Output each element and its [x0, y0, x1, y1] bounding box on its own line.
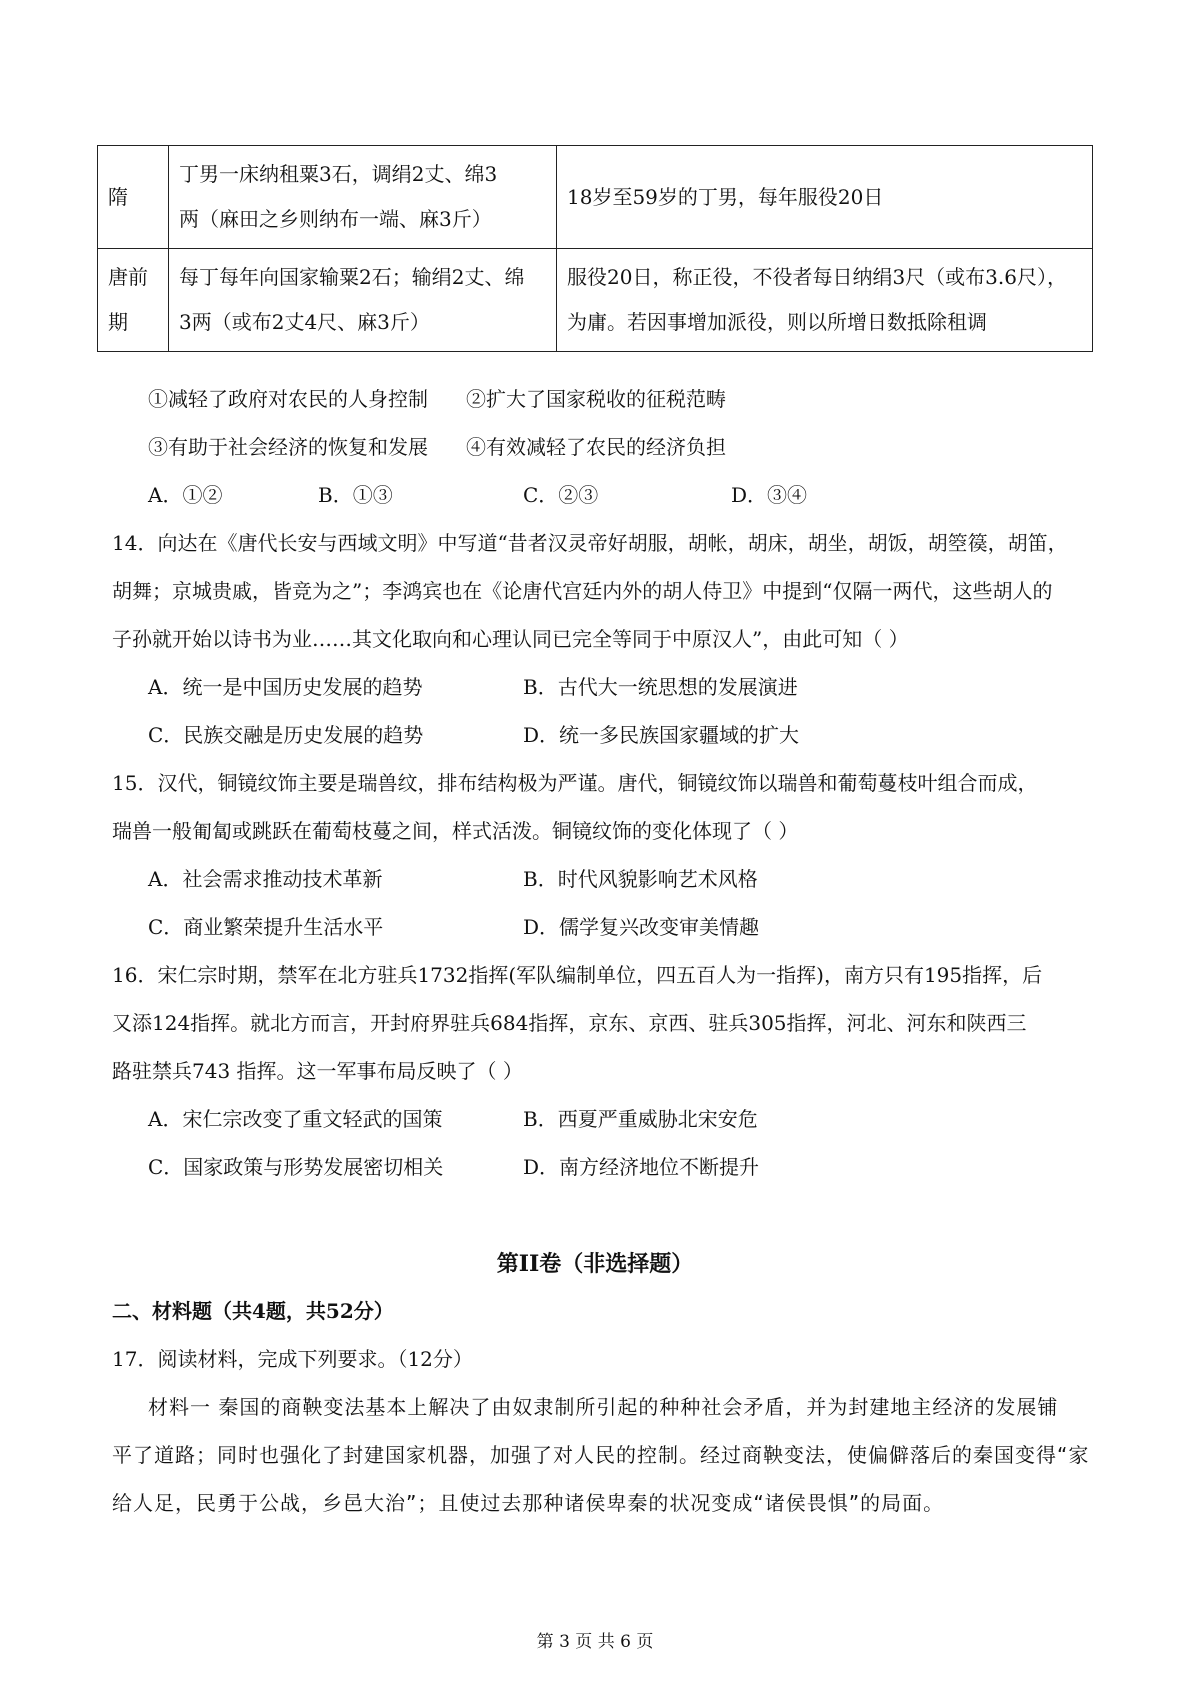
dynasty-cell: 唐前 期	[98, 249, 169, 352]
q13-option-a[interactable]: A．①②	[148, 483, 223, 507]
q16-option-d[interactable]: D．南方经济地位不断提升	[523, 1155, 760, 1179]
q13-option-d[interactable]: D．③④	[731, 483, 808, 507]
q17-stem: 17．阅读材料，完成下列要求。（12分）	[112, 1347, 473, 1371]
q13-option-b[interactable]: B．①③	[318, 483, 393, 507]
table-row	[98, 249, 1093, 352]
material-line: 平了道路；同时也强化了封建国家机器，加强了对人民的控制。经过商鞅变法，使偏僻落后的秦国变得“家	[112, 1443, 1090, 1467]
q14-stem-line: 子孙就开始以诗书为业……其文化取向和心理认同已完全等同于中原汉人”，由此可知（ ）	[112, 627, 909, 651]
tax-cell: 每丁每年向国家输粟2石；输绢2丈、绵 3两（或布2丈4尺、麻3斤）	[169, 249, 557, 352]
table-row	[98, 146, 1093, 249]
tax-cell: 丁男一床纳租粟3石，调绢2丈、绵3 两（麻田之乡则纳布一端、麻3斤）	[169, 146, 557, 249]
q15-stem-line: 瑞兽一般匍匐或跳跃在葡萄枝蔓之间，样式活泼。铜镜纹饰的变化体现了（ ）	[112, 819, 799, 843]
q16-stem-line: 路驻禁兵743 指挥。这一军事布局反映了（ ）	[112, 1059, 523, 1083]
q16-option-b[interactable]: B．西夏严重威胁北宋安危	[523, 1107, 758, 1131]
q15-option-d[interactable]: D．儒学复兴改变审美情趣	[523, 915, 760, 939]
q14-stem-line: 14．向达在《唐代长安与西域文明》中写道“昔者汉灵帝好胡服，胡帐，胡床，胡坐，胡饭，胡箜篌，胡笛，	[112, 531, 1068, 555]
q16-option-a[interactable]: A．宋仁宗改变了重文轻武的国策	[148, 1107, 443, 1131]
page-footer: 第 3 页 共 6 页	[536, 1632, 654, 1652]
q14-option-b[interactable]: B．古代大一统思想的发展演进	[523, 675, 798, 699]
dynasty-cell: 隋	[98, 146, 169, 249]
labor-cell: 服役20日，称正役，不役者每日纳绢3尺（或布3.6尺）， 为庸。若因事增加派役，则以所增日数抵除租调	[557, 249, 1093, 352]
section-heading: 二、材料题（共4题，共52分）	[112, 1299, 394, 1323]
q14-option-a[interactable]: A．统一是中国历史发展的趋势	[148, 675, 423, 699]
q13-option-c[interactable]: C．②③	[523, 483, 599, 507]
statement-4: ④有效减轻了农民的经济负担	[466, 435, 726, 459]
labor-cell: 18岁至59岁的丁男，每年服役20日	[557, 146, 1093, 249]
q16-stem-line: 又添124指挥。就北方而言，开封府界驻兵684指挥，京东、京西、驻兵305指挥，河北、河东和陕西三	[112, 1011, 1027, 1035]
statement-3: ③有助于社会经济的恢复和发展	[148, 435, 428, 459]
q14-option-c[interactable]: C．民族交融是历史发展的趋势	[148, 723, 424, 747]
q15-stem-line: 15．汉代，铜镜纹饰主要是瑞兽纹，排布结构极为严谨。唐代，铜镜纹饰以瑞兽和葡萄蔓枝叶组合而成，	[112, 771, 1038, 795]
q14-stem-line: 胡舞；京城贵戚，皆竞为之”；李鸿宾也在《论唐代宫廷内外的胡人侍卫》中提到“仅隔一两代，这些胡人的	[112, 579, 1053, 603]
q16-stem-line: 16．宋仁宗时期，禁军在北方驻兵1732指挥(军队编制单位，四五百人为一指挥)，南方只有195指挥，后	[112, 963, 1043, 987]
statement-1: ①减轻了政府对农民的人身控制	[148, 387, 428, 411]
q15-option-b[interactable]: B．时代风貌影响艺术风格	[523, 867, 758, 891]
q16-option-c[interactable]: C．国家政策与形势发展密切相关	[148, 1155, 444, 1179]
tax-system-table	[97, 145, 1093, 352]
q14-option-d[interactable]: D．统一多民族国家疆域的扩大	[523, 723, 800, 747]
material-line: 给人足，民勇于公战，乡邑大治”；且使过去那种诸侯卑秦的状况变成“诸侯畏惧”的局面。	[112, 1491, 945, 1515]
statement-2: ②扩大了国家税收的征税范畴	[466, 387, 726, 411]
material-line: 材料一 秦国的商鞅变法基本上解决了由奴隶制所引起的种种社会矛盾，并为封建地主经济的发展铺	[148, 1395, 1059, 1419]
q15-option-a[interactable]: A．社会需求推动技术革新	[148, 867, 383, 891]
part-ii-title: 第II卷（非选择题）	[496, 1251, 694, 1277]
q15-option-c[interactable]: C．商业繁荣提升生活水平	[148, 915, 384, 939]
